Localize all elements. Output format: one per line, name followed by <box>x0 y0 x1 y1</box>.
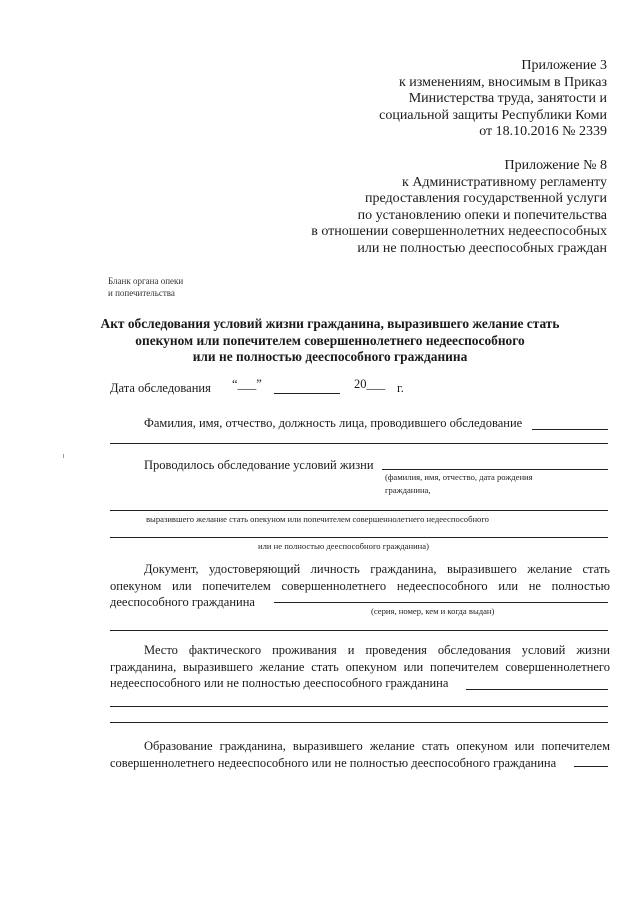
appendix-3-block <box>379 58 607 141</box>
date-year-field[interactable]: 20___ <box>354 377 386 391</box>
appendix-3-line: Приложение 3 <box>521 58 607 73</box>
title-line: или не полностью дееспособного гражданина <box>192 349 468 364</box>
appendix-8-line: в отношении совершеннолетних недееспособных <box>311 224 607 239</box>
conducted-hint-1: (фамилия, имя, отчество, дата рождения <box>385 472 533 482</box>
inspector-label: Фамилия, имя, отчество, должность лица, проводившего обследование <box>144 416 523 430</box>
residence-line-3[interactable] <box>110 722 608 723</box>
appendix-8-line: по установлению опеки и попечительства <box>357 207 607 223</box>
act-title <box>100 316 560 366</box>
identity-document-line-2[interactable] <box>110 630 608 631</box>
title-line: опекуном или попечителем совершеннолетнего недееспособного <box>135 332 525 348</box>
identity-document-text: Документ, удостоверяющий личность гражданина, выразившего желание стать опекуном или попечителем совершеннолетнего недееспособного или не полностью дееспособного гражданина <box>110 562 610 609</box>
scan-speck <box>63 454 64 458</box>
identity-document-field[interactable] <box>274 602 608 603</box>
appendix-3-line: социальной защиты Республики Коми <box>379 107 607 123</box>
conducted-field[interactable] <box>382 469 608 470</box>
date-month-field[interactable] <box>274 393 340 394</box>
appendix-3-line: Министерства труда, занятости и <box>408 91 607 106</box>
title-line: Акт обследования условий жизни гражданина, выразившего желание стать <box>100 316 560 331</box>
conducted-hint-3: выразившего желание стать опекуном или попечителем совершеннолетнего недееспособного <box>146 514 489 524</box>
residence-line-2[interactable] <box>110 706 608 707</box>
conducted-hint-4: или не полностью дееспособного гражданина) <box>258 541 429 551</box>
inspection-date-label: Дата обследования <box>110 381 211 395</box>
appendix-8-line: Приложение № 8 <box>504 158 607 173</box>
conducted-line-2[interactable] <box>110 510 608 511</box>
appendix-8-line: предоставления государственной услуги <box>365 191 607 206</box>
inspector-line-2[interactable] <box>110 443 608 444</box>
inspector-field[interactable] <box>532 429 608 430</box>
conducted-label: Проводилось обследование условий жизни <box>144 458 374 472</box>
residence-field[interactable] <box>466 689 608 690</box>
blank-stamp-label <box>108 276 183 299</box>
residence-paragraph <box>110 642 610 692</box>
appendix-3-line: к изменениям, вносимым в Приказ <box>398 74 607 90</box>
identity-document-paragraph <box>110 561 610 611</box>
conducted-line-3[interactable] <box>110 537 608 538</box>
date-year-suffix: г. <box>397 381 404 395</box>
date-day-field[interactable]: “___” <box>232 377 262 391</box>
appendix-8-line: к Административному регламенту <box>402 174 607 190</box>
stamp-line: Бланк органа опеки <box>108 276 184 286</box>
education-text: Образование гражданина, выразившего желание стать опекуном или попечителем совершеннолетнего недееспособного или не полностью дееспособного гражданина <box>110 739 610 770</box>
appendix-8-line: или не полностью дееспособных граждан <box>357 240 607 256</box>
stamp-line: и попечительства <box>108 287 175 298</box>
education-paragraph <box>110 738 610 771</box>
residence-text: Место фактического проживания и проведения обследования условий жизни гражданина, выразившего желание стать опекуном или попечителем совершеннолетнего недееспособного или не полностью дееспособного гражданина <box>110 643 610 690</box>
appendix-3-line: от 18.10.2016 № 2339 <box>479 124 607 139</box>
conducted-hint-2: гражданина, <box>385 485 431 495</box>
appendix-8-block <box>311 158 607 257</box>
education-field[interactable] <box>574 766 608 767</box>
identity-document-hint: (серия, номер, кем и когда выдан) <box>371 606 495 616</box>
